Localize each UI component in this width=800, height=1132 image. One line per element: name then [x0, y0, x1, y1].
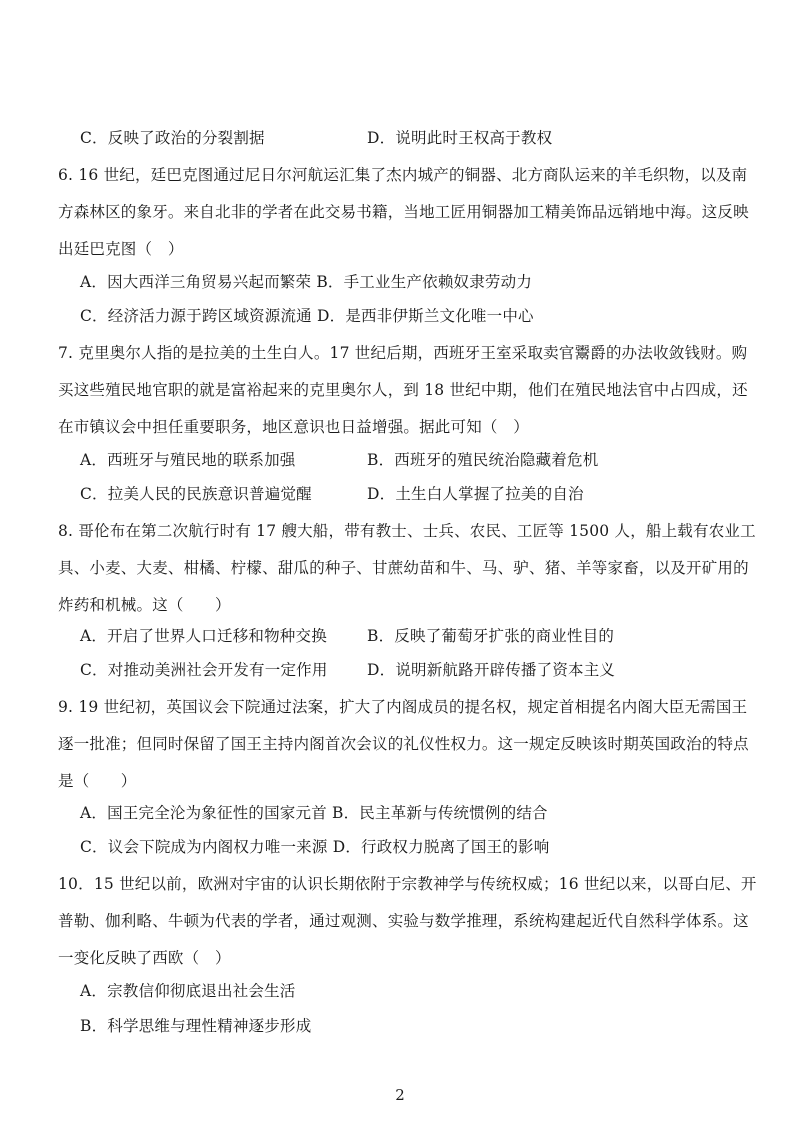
- q10-stem-line-3: 一变化反映了西欧（ ）: [58, 949, 231, 967]
- q10-option-a: A．宗教信仰彻底退出社会生活: [80, 982, 296, 1000]
- q7-stem-line-1: 7. 克里奥尔人指的是拉美的土生白人。17 世纪后期，西班牙王室采取卖官鬻爵的办法收敛钱财。购: [58, 344, 748, 362]
- q6-stem-line-1: 6. 16 世纪，廷巴克图通过尼日尔河航运汇集了杰内城产的铜器、北方商队运来的羊毛织物，以及南: [58, 166, 748, 184]
- q9-stem-line-2: 逐一批准；但同时保留了国王主持内阁首次会议的礼仪性权力。这一规定反映该时期英国政治的特点: [58, 735, 749, 753]
- q7-stem-line-3: 在市镇议会中担任重要职务，地区意识也日益增强。据此可知（ ）: [58, 418, 530, 436]
- q9-options-cd: C．议会下院成为内阁权力唯一来源 D．行政权力脱离了国王的影响: [80, 838, 550, 856]
- q5-option-d: D．说明此时王权高于教权: [367, 129, 553, 147]
- q8-option-b: B．反映了葡萄牙扩张的商业性目的: [367, 627, 615, 645]
- q6-stem-line-3: 出廷巴克图（ ）: [58, 240, 184, 258]
- q10-stem-line-2: 普勒、伽利略、牛顿为代表的学者，通过观测、实验与数学推理，系统构建起近代自然科学体系。这: [58, 912, 749, 930]
- q9-stem-line-3: 是（ ）: [58, 772, 137, 790]
- q8-option-d: D．说明新航路开辟传播了资本主义: [367, 661, 616, 679]
- q9-options-ab: A．国王完全沦为象征性的国家元首 B．民主革新与传统惯例的结合: [80, 804, 548, 822]
- q8-option-c: C．对推动美洲社会开发有一定作用: [80, 661, 328, 679]
- q7-option-c: C．拉美人民的民族意识普遍觉醒: [80, 485, 312, 503]
- q8-stem-line-1: 8. 哥伦布在第二次航行时有 17 艘大船，带有教士、士兵、农民、工匠等 1500 人，船上载有农业工: [58, 522, 756, 540]
- q7-option-a: A．西班牙与殖民地的联系加强: [80, 451, 296, 469]
- q6-options-cd: C．经济活力源于跨区域资源流通 D．是西非伊斯兰文化唯一中心: [80, 307, 534, 325]
- q7-option-b: B．西班牙的殖民统治隐藏着危机: [367, 451, 599, 469]
- q9-stem-line-1: 9. 19 世纪初，英国议会下院通过法案，扩大了内阁成员的提名权，规定首相提名内阁大臣无需国王: [58, 698, 748, 716]
- q7-stem-line-2: 买这些殖民地官职的就是富裕起来的克里奥尔人，到 18 世纪中期，他们在殖民地法官中占四成，还: [58, 381, 748, 399]
- q8-option-a: A．开启了世界人口迁移和物种交换: [80, 627, 327, 645]
- q7-option-d: D．土生白人掌握了拉美的自治: [367, 485, 584, 503]
- q5-option-c: C．反映了政治的分裂割据: [80, 129, 265, 147]
- q6-stem-line-2: 方森林区的象牙。来自北非的学者在此交易书籍，当地工匠用铜器加工精美饰品远销地中海。这反映: [58, 203, 749, 221]
- q8-stem-line-3: 炸药和机械。这（ ）: [58, 596, 231, 614]
- q6-options-ab: A．因大西洋三角贸易兴起而繁荣 B．手工业生产依赖奴隶劳动力: [80, 273, 533, 291]
- page-number: 2: [395, 1086, 405, 1104]
- q8-stem-line-2: 具、小麦、大麦、柑橘、柠檬、甜瓜的种子、甘蔗幼苗和牛、马、驴、猪、羊等家畜，以及开矿用的: [58, 559, 749, 577]
- q10-option-b: B．科学思维与理性精神逐步形成: [80, 1017, 312, 1035]
- q10-stem-line-1: 10．15 世纪以前，欧洲对宇宙的认识长期依附于宗教神学与传统权威；16 世纪以来，以哥白尼、开: [58, 875, 757, 893]
